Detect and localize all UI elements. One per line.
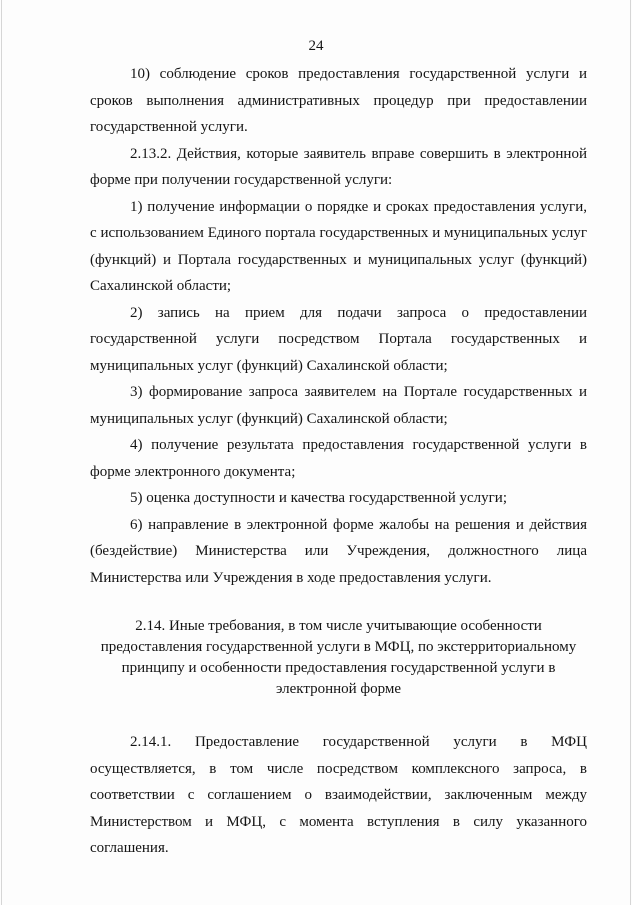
paragraph-item-5: 5) оценка доступности и качества государственной услуги; bbox=[130, 490, 507, 506]
paragraph-2-13-2: 2.13.2. Действия, которые заявитель вправе совершить в электронной форме при получении государственной услуги: bbox=[90, 145, 587, 188]
page-number: 24 bbox=[308, 38, 324, 54]
document-body bbox=[90, 61, 587, 862]
paragraph-2-14-1: 2.14.1. Предоставление государственной услуги в МФЦ осуществляется, в том числе посредством комплексного запроса, в соответствии с соглашением о взаимодействии, заключенным между Министерством и МФЦ, с момента вступления в силу указанного соглашения. bbox=[90, 734, 587, 856]
paragraph-item-6: 6) направление в электронной форме жалобы на решения и действия (бездействие) Министерства или Учреждения, должностного лица Министерства или Учреждения в ходе предоставления услуги. bbox=[90, 516, 587, 586]
paragraph-item-10: 10) соблюдение сроков предоставления государственной услуги и сроков выполнения административных процедур при предоставлении государственной услуги. bbox=[90, 66, 587, 135]
scan-edge-right bbox=[630, 0, 631, 905]
scan-edge-left bbox=[1, 0, 2, 905]
paragraph-item-3: 3) формирование запроса заявителем на Портале государственных и муниципальных услуг (функций) Сахалинской области; bbox=[90, 384, 587, 427]
paragraph-item-4: 4) получение результата предоставления государственной услуги в форме электронного документа; bbox=[90, 437, 587, 480]
paragraph-item-1: 1) получение информации о порядке и сроках предоставления услуги, с использованием Единого портала государственных и муниципальных услуг (функций) и Портала государственных и муниципальных услуг (функций) Сахалинской области; bbox=[90, 198, 587, 294]
paragraph-item-2: 2) запись на прием для подачи запроса о предоставлении государственной услуги посредством Портала государственных и муниципальных услуг (функций) Сахалинской области; bbox=[90, 304, 587, 374]
section-heading-2-14: 2.14. Иные требования, в том числе учитывающие особенности предоставления государственной услуги в МФЦ, по экстерриториальному принципу и особенности предоставления государственной услуги в электронной форме bbox=[100, 618, 577, 697]
